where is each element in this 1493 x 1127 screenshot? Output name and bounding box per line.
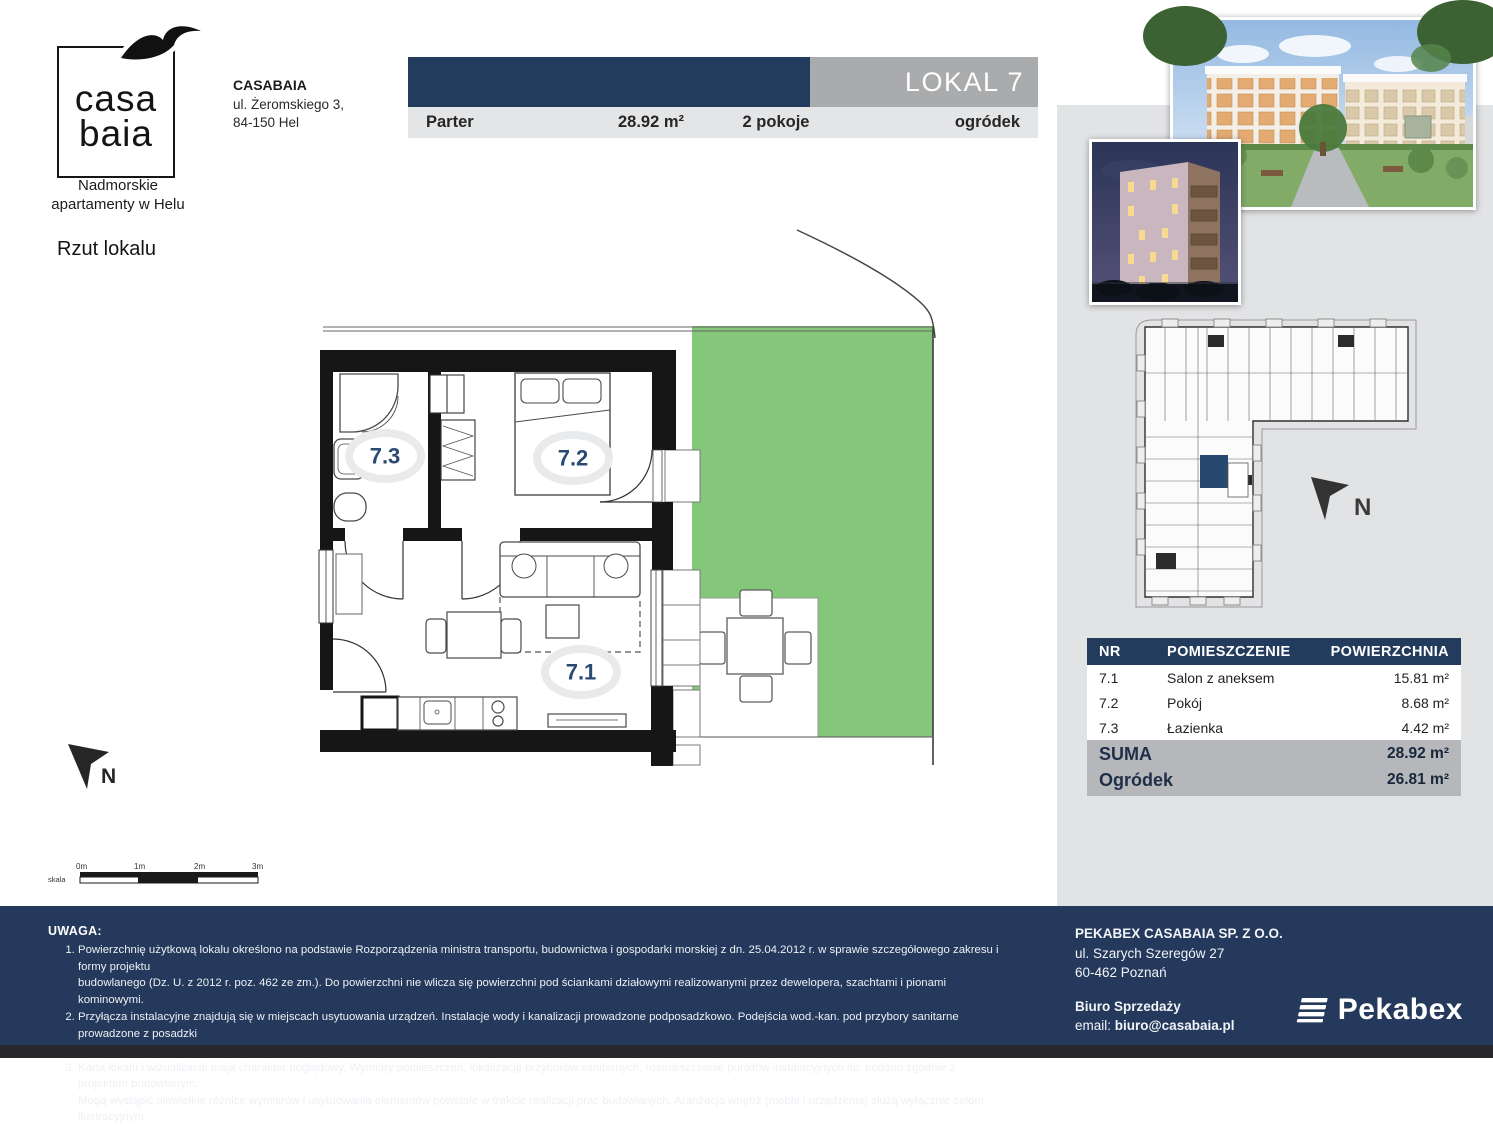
area-table [1087, 638, 1461, 796]
brand-tagline: Nadmorskie apartamenty w Helu [51, 177, 185, 214]
seagull-icon [118, 18, 206, 68]
svg-text:2m: 2m [194, 862, 206, 871]
unit-floor: Parter [426, 113, 474, 131]
kitchen-sink [424, 701, 451, 724]
svg-text:3m: 3m [252, 862, 264, 871]
pekabex-wordmark: Pekabex [1337, 993, 1463, 1026]
sum-row: SUMA 28.92 m² [1099, 743, 1449, 764]
tv-console [548, 714, 626, 727]
note-item: 3. Karta lokalu i wizualizacje mają charakter poglądowy. Wymiary pomieszczeń, lokalizację przyborów sanitarnych, rozmieszczenie punktów instalacyjnych itp. podano zgodnie z projektem budowlanym. Mogą wystąpić niewielkie różnice wymiarów i usytuowania elementów powstałe w trakcie realizacji prac budowlanych. Aranżacja wnętrz (meble i urządzenia) służą wyłącznie celom ilustracyjnym. [78, 1060, 1000, 1126]
legal-notes [48, 924, 1000, 1127]
svg-text:0m: 0m [76, 862, 88, 871]
table-row: 7.2 Pokój 8.68 m² [1099, 694, 1449, 711]
table-row: 7.1 Salon z aneksem 15.81 m² [1099, 669, 1449, 686]
note-item: 1. Powierzchnię użytkową lokalu określono na podstawie Rozporządzenia ministra transportu, budownictwa i gospodarki morskiej z dn. 25.04.2012 r. w sprawie szczegółowego zakresu i formy projektu budowlanego (Dz. U. z 2012 r. poz. 462 ze zm.). Do powierzchni nie wlicza się powierzchni pod ściankami działowymi realizowanymi przez dewelopera, szachtami i pionami kominowymi. [78, 942, 1000, 1008]
site-north-arrow [1311, 477, 1371, 521]
email-line: email: biuro@casabaia.pl [1075, 1018, 1235, 1034]
logo-word-bottom: baia [79, 113, 153, 154]
coffee-table [546, 605, 579, 638]
company-city: 60-462 Poznań [1075, 965, 1167, 981]
company-info [1075, 924, 1283, 1036]
header-navy-bar [408, 57, 810, 107]
unit-summary-bar [408, 107, 1038, 138]
company-street: ul. Szarych Szeregów 27 [1075, 945, 1225, 961]
north-arrow [68, 744, 116, 789]
floor-plan [0, 220, 960, 900]
garden-area [673, 326, 933, 765]
unit-rooms: 2 pokoje [742, 113, 810, 131]
toilet [334, 493, 366, 521]
notes-title: UWAGA: [48, 924, 102, 938]
unit-number-bar: LOKAL 7 [810, 57, 1038, 107]
unit-feature: ogródek [954, 113, 1020, 131]
project-street: ul. Żeromskiego 3, [233, 96, 345, 112]
bottom-strip [0, 1045, 1493, 1058]
room-label-7-2: 7.2 [557, 445, 589, 471]
north-label: N [101, 765, 117, 788]
area-table-summary [1087, 740, 1461, 796]
col-room: POMIESZCZENIE [1167, 643, 1291, 660]
table-row: 7.3 Łazienka 4.42 m² [1099, 719, 1449, 736]
highlighted-unit [1200, 455, 1228, 488]
exterior-render-night [1089, 139, 1241, 305]
pekabex-bars-icon [1294, 997, 1328, 1023]
sales-office-label: Biuro Sprzedaży [1075, 998, 1181, 1014]
area-table-header [1087, 638, 1461, 665]
scale-bar [48, 862, 263, 884]
svg-text:1m: 1m [134, 862, 146, 871]
col-area: POWIERZCHNIA [1330, 643, 1449, 660]
room-label-7-1: 7.1 [565, 659, 597, 685]
dining-table [426, 612, 521, 658]
email-address[interactable]: biuro@casabaia.pl [1114, 1018, 1235, 1034]
sofa [500, 542, 640, 597]
site-north-label: N [1354, 494, 1372, 521]
footer [0, 906, 1493, 1124]
scale-label: skala [48, 875, 66, 884]
note-item: 2. Przyłącza instalacyjne znajdują się w miejscach usytuowania urządzeń. Instalacje wody i kanalizacji prowadzone podposadzkowo. Podejścia wod.-kan. pod przybory sanitarne prowadzone z posadzki [78, 1009, 1000, 1059]
plot-curve-line [797, 230, 935, 338]
radiator [336, 554, 362, 614]
building-site-plan [1090, 315, 1420, 615]
logo-word-top: casa [74, 78, 158, 120]
col-nr: NR [1099, 643, 1121, 660]
project-city: 84-150 Hel [233, 115, 300, 131]
company-name: PEKABEX CASABAIA SP. Z O.O. [1075, 926, 1283, 941]
unit-area: 28.92 m² [617, 113, 685, 131]
section-title: Rzut lokalu [57, 238, 156, 260]
garden-row: Ogródek 26.81 m² [1099, 769, 1449, 790]
shower [340, 374, 398, 432]
room-label-7-3: 7.3 [369, 443, 401, 469]
project-address [233, 76, 344, 133]
project-name: CASABAIA [233, 77, 307, 93]
kitchen [362, 697, 517, 730]
pekabex-logo [1294, 993, 1463, 1027]
fridge [362, 697, 398, 730]
